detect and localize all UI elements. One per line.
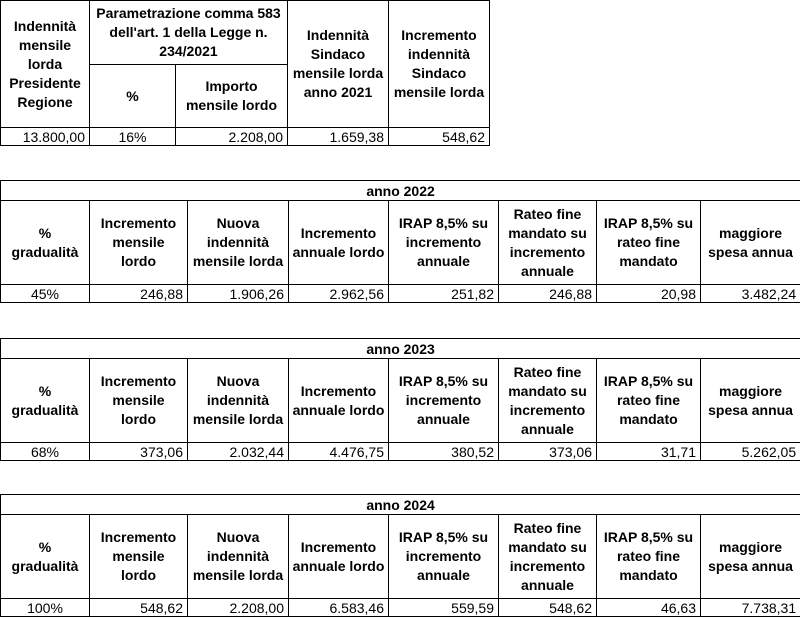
cell-rateo: 246,88 bbox=[499, 285, 597, 303]
header-incremento-annuale: Incremento annuale lordo bbox=[289, 201, 389, 285]
cell-importo: 2.208,00 bbox=[176, 128, 288, 146]
header-rateo: Rateo fine mandato su incremento annuale bbox=[499, 359, 597, 443]
cell-irap-incremento: 380,52 bbox=[389, 443, 499, 461]
header-irap-rateo: IRAP 8,5% su rateo fine mandato bbox=[597, 201, 701, 285]
header-nuova-indennita: Nuova indennità mensile lorda bbox=[188, 201, 289, 285]
year-title: anno 2022 bbox=[1, 181, 800, 201]
header-incremento-sindaco: Incremento indennità Sindaco mensile lorda bbox=[389, 1, 490, 128]
cell-gradualita: 45% bbox=[1, 285, 90, 303]
header-presidente: Indennità mensile lorda Presidente Regione bbox=[1, 1, 90, 128]
cell-incremento: 548,62 bbox=[389, 128, 490, 146]
cell-incremento-mensile: 246,88 bbox=[90, 285, 188, 303]
cell-maggiore-spesa: 3.482,24 bbox=[701, 285, 800, 303]
cell-incremento-annuale: 2.962,56 bbox=[289, 285, 389, 303]
cell-sindaco: 1.659,38 bbox=[288, 128, 389, 146]
cell-rateo: 548,62 bbox=[499, 599, 597, 617]
header-importo: Importo mensile lordo bbox=[176, 65, 288, 128]
cell-gradualita: 100% bbox=[1, 599, 90, 617]
cell-nuova-indennita: 2.032,44 bbox=[188, 443, 289, 461]
header-incremento-mensile: Incremento mensile lordo bbox=[90, 201, 188, 285]
cell-nuova-indennita: 1.906,26 bbox=[188, 285, 289, 303]
header-nuova-indennita: Nuova indennità mensile lorda bbox=[188, 359, 289, 443]
table-row bbox=[1, 285, 800, 303]
cell-gradualita: 68% bbox=[1, 443, 90, 461]
header-maggiore-spesa: maggiore spesa annua bbox=[701, 515, 800, 599]
cell-percent: 16% bbox=[90, 128, 176, 146]
header-gradualita: % gradualità bbox=[1, 359, 90, 443]
header-incremento-mensile: Incremento mensile lordo bbox=[90, 359, 188, 443]
header-rateo: Rateo fine mandato su incremento annuale bbox=[499, 201, 597, 285]
header-nuova-indennita: Nuova indennità mensile lorda bbox=[188, 515, 289, 599]
header-sindaco: Indennità Sindaco mensile lorda anno 2021 bbox=[288, 1, 389, 128]
table-row bbox=[1, 599, 800, 617]
header-maggiore-spesa: maggiore spesa annua bbox=[701, 201, 800, 285]
cell-irap-incremento: 559,59 bbox=[389, 599, 499, 617]
header-irap-incremento: IRAP 8,5% su incremento annuale bbox=[389, 359, 499, 443]
table-row bbox=[1, 128, 490, 146]
year-table-2023 bbox=[0, 338, 800, 461]
year-table-2022 bbox=[0, 180, 800, 303]
header-gradualita: % gradualità bbox=[1, 201, 90, 285]
cell-irap-rateo: 31,71 bbox=[597, 443, 701, 461]
header-percent: % bbox=[90, 65, 176, 128]
cell-maggiore-spesa: 7.738,31 bbox=[701, 599, 800, 617]
header-rateo: Rateo fine mandato su incremento annuale bbox=[499, 515, 597, 599]
cell-rateo: 373,06 bbox=[499, 443, 597, 461]
header-gradualita: % gradualità bbox=[1, 515, 90, 599]
year-title: anno 2024 bbox=[1, 495, 800, 515]
header-irap-incremento: IRAP 8,5% su incremento annuale bbox=[389, 201, 499, 285]
header-incremento-annuale: Incremento annuale lordo bbox=[289, 359, 389, 443]
header-irap-rateo: IRAP 8,5% su rateo fine mandato bbox=[597, 359, 701, 443]
cell-nuova-indennita: 2.208,00 bbox=[188, 599, 289, 617]
parametrazione-table bbox=[0, 0, 490, 146]
cell-irap-rateo: 46,63 bbox=[597, 599, 701, 617]
header-parametrazione: Parametrazione comma 583 dell'art. 1 della Legge n. 234/2021 bbox=[90, 1, 288, 65]
cell-incremento-mensile: 373,06 bbox=[90, 443, 188, 461]
cell-irap-rateo: 20,98 bbox=[597, 285, 701, 303]
cell-presidente: 13.800,00 bbox=[1, 128, 90, 146]
cell-incremento-annuale: 4.476,75 bbox=[289, 443, 389, 461]
header-maggiore-spesa: maggiore spesa annua bbox=[701, 359, 800, 443]
table-row bbox=[1, 443, 800, 461]
year-table-2024 bbox=[0, 494, 800, 617]
header-irap-incremento: IRAP 8,5% su incremento annuale bbox=[389, 515, 499, 599]
year-title: anno 2023 bbox=[1, 339, 800, 359]
cell-incremento-mensile: 548,62 bbox=[90, 599, 188, 617]
cell-irap-incremento: 251,82 bbox=[389, 285, 499, 303]
header-irap-rateo: IRAP 8,5% su rateo fine mandato bbox=[597, 515, 701, 599]
header-incremento-annuale: Incremento annuale lordo bbox=[289, 515, 389, 599]
cell-incremento-annuale: 6.583,46 bbox=[289, 599, 389, 617]
header-incremento-mensile: Incremento mensile lordo bbox=[90, 515, 188, 599]
cell-maggiore-spesa: 5.262,05 bbox=[701, 443, 800, 461]
